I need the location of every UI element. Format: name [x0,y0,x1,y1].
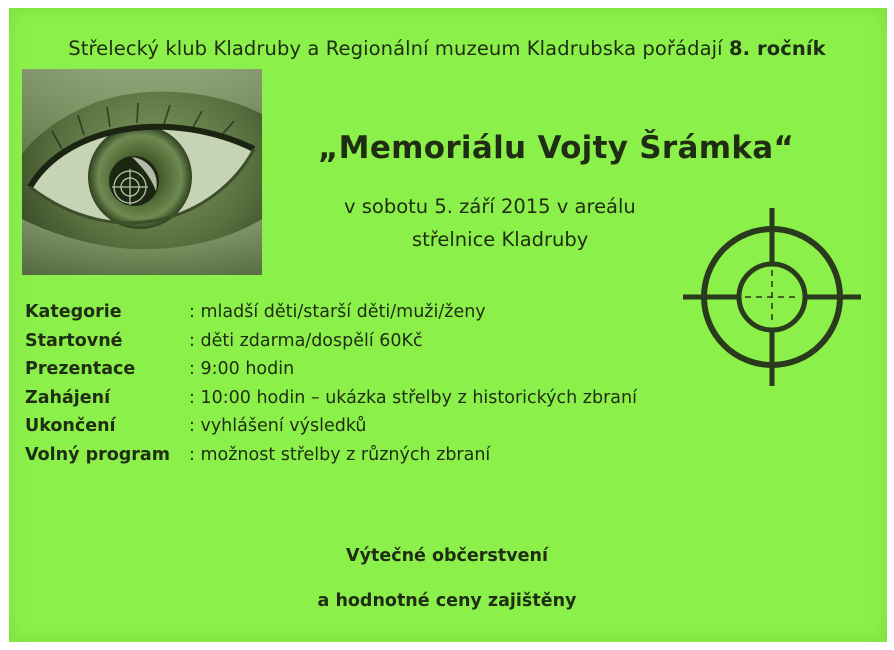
organizer-text: Střelecký klub Kladruby a Regionální muzeum Kladrubska pořádají [68,37,723,60]
detail-value: : možnost střelby z různých zbraní [189,444,491,465]
detail-label: Volný program [25,444,170,465]
event-title: „Memoriálu Vojty Šrámka“ [318,130,795,166]
organizer-header [0,37,894,60]
event-place: střelnice Kladruby [412,228,589,251]
detail-value: : vyhlášení výsledků [189,416,367,436]
eye-photo [22,69,262,275]
detail-label: Ukončení [25,416,116,436]
detail-label: Startovné [25,330,123,351]
detail-value: : 9:00 hodin [189,359,295,379]
detail-label: Prezentace [25,359,136,379]
detail-value: : mladší děti/starší děti/muži/ženy [189,302,486,322]
detail-value: : děti zdarma/dospělí 60Kč [189,330,423,351]
detail-label: Zahájení [25,387,111,408]
prizes-note: a hodnotné ceny zajištěny [317,591,577,611]
refreshments-note: Výtečné občerstvení [346,546,548,566]
detail-value: : 10:00 hodin – ukázka střelby z historických zbraní [189,387,637,408]
event-date: v sobotu 5. září 2015 v areálu [344,195,636,218]
detail-label: Kategorie [25,302,122,322]
crosshair-icon [683,208,861,386]
edition-label: 8. ročník [728,37,826,60]
